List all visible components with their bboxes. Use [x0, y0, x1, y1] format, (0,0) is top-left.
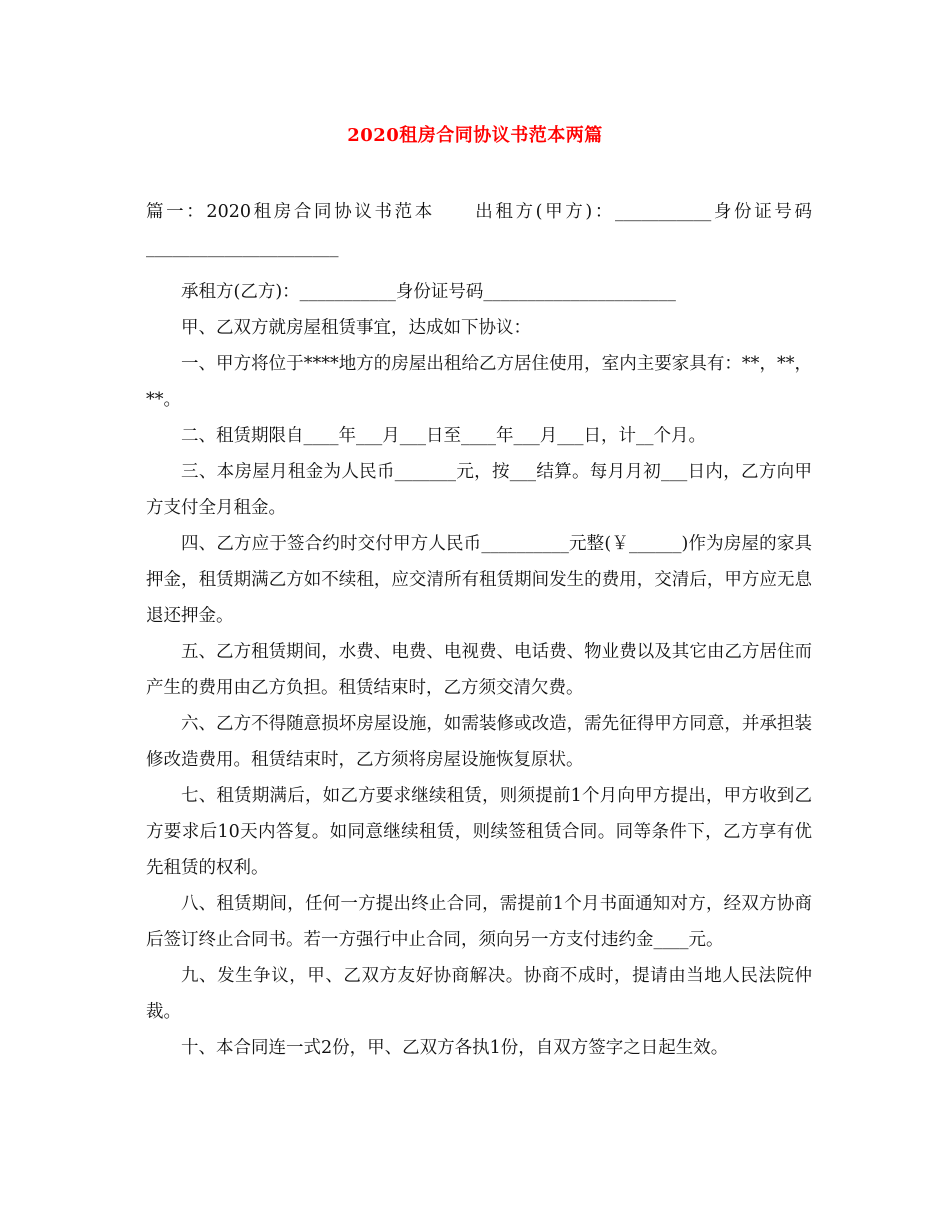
clause-6: 六、乙方不得随意损坏房屋设施，如需装修或改造，需先征得甲方同意，并承担装修改造费用。租赁结束时，乙方须将房屋设施恢复原状。: [146, 714, 812, 770]
clause-3: 三、本房屋月租金为人民币_______元，按___结算。每月月初___日内，乙方向甲方支付全月租金。: [146, 462, 812, 518]
clause-2: 二、租赁期限自____年___月___日至____年___月___日，计__个月。: [181, 426, 706, 446]
clause-5: 五、乙方租赁期间，水费、电费、电视费、电话费、物业费以及其它由乙方居住而产生的费用由乙方负担。租赁结束时，乙方须交清欠费。: [146, 642, 812, 698]
paragraph-agreement: 甲、乙双方就房屋租赁事宜，达成如下协议：: [181, 318, 531, 338]
document-body: [146, 194, 812, 1066]
paragraph-lessee: 承租方(乙方)：___________身份证号码______________________: [181, 282, 676, 302]
intro-paragraph: 篇一：2020租房合同协议书范本 出租方(甲方)：___________身份证号码______________________: [146, 202, 812, 258]
clause-8: 八、租赁期间，任何一方提出终止合同，需提前1个月书面通知对方，经双方协商后签订终止合同书。若一方强行中止合同，须向另一方支付违约金____元。: [146, 894, 812, 950]
clause-10: 十、本合同连一式2份，甲、乙双方各执1份，自双方签字之日起生效。: [181, 1038, 729, 1058]
clause-7: 七、租赁期满后，如乙方要求继续租赁，则须提前1个月向甲方提出，甲方收到乙方要求后10天内答复。如同意继续租赁，则续签租赁合同。同等条件下，乙方享有优先租赁的权利。: [146, 786, 812, 878]
clause-1: 一、甲方将位于****地方的房屋出租给乙方居住使用，室内主要家具有：**，**，**。: [146, 354, 812, 410]
clause-9: 九、发生争议，甲、乙双方友好协商解决。协商不成时，提请由当地人民法院仲裁。: [146, 966, 812, 1022]
document-title: 2020租房合同协议书范本两篇: [347, 125, 603, 146]
clause-4: 四、乙方应于签合约时交付甲方人民币__________元整(￥______)作为房屋的家具押金，租赁期满乙方如不续租，应交清所有租赁期间发生的费用，交清后，甲方应无息退还押金。: [146, 534, 812, 626]
